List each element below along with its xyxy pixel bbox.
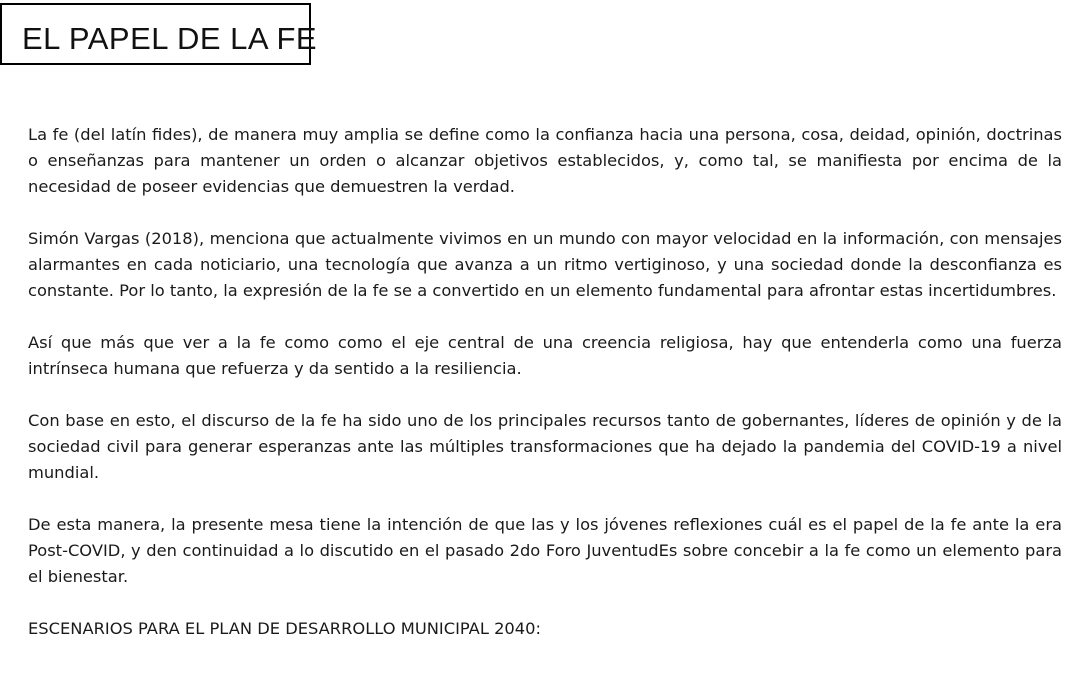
document-title: EL PAPEL DE LA FE (22, 21, 318, 56)
paragraph-context: Simón Vargas (2018), menciona que actualmente vivimos en un mundo con mayor velocidad en la información, con mensajes alarmantes en cada noticiario, una tecnología que avanza a un ritmo vertiginoso, y una sociedad donde la desconfianza es constante. Por lo tanto, la expresión de la fe se a convertido en un elemento fundamental para afrontar estas incertidumbres. (28, 229, 1062, 300)
paragraph-resilience: Así que más que ver a la fe como como el eje central de una creencia religiosa, hay que entenderla como una fuerza intrínseca humana que refuerza y da sentido a la resiliencia. (28, 333, 1062, 378)
title-box (0, 3, 318, 65)
section-heading: ESCENARIOS PARA EL PLAN DE DESARROLLO MUNICIPAL 2040: (28, 619, 541, 638)
paragraph-purpose: De esta manera, la presente mesa tiene la intención de que las y los jóvenes reflexiones cuál es el papel de la fe ante la era Post-COVID, y den continuidad a lo discutido en el pasado 2do Foro JuventudEs sobre concebir a la fe como un elemento para el bienestar. (28, 515, 1062, 586)
document-body (28, 122, 1062, 642)
paragraph-discourse: Con base en esto, el discurso de la fe ha sido uno de los principales recursos tanto de gobernantes, líderes de opinión y de la sociedad civil para generar esperanzas ante las múltiples transformaciones que ha dejado la pandemia del COVID-19 a nivel mundial. (28, 411, 1062, 482)
paragraph-definition: La fe (del latín fides), de manera muy amplia se define como la confianza hacia una persona, cosa, deidad, opinión, doctrinas o enseñanzas para mantener un orden o alcanzar objetivos establecidos, y, como tal, se manifiesta por encima de la necesidad de poseer evidencias que demuestren la verdad. (28, 125, 1062, 196)
